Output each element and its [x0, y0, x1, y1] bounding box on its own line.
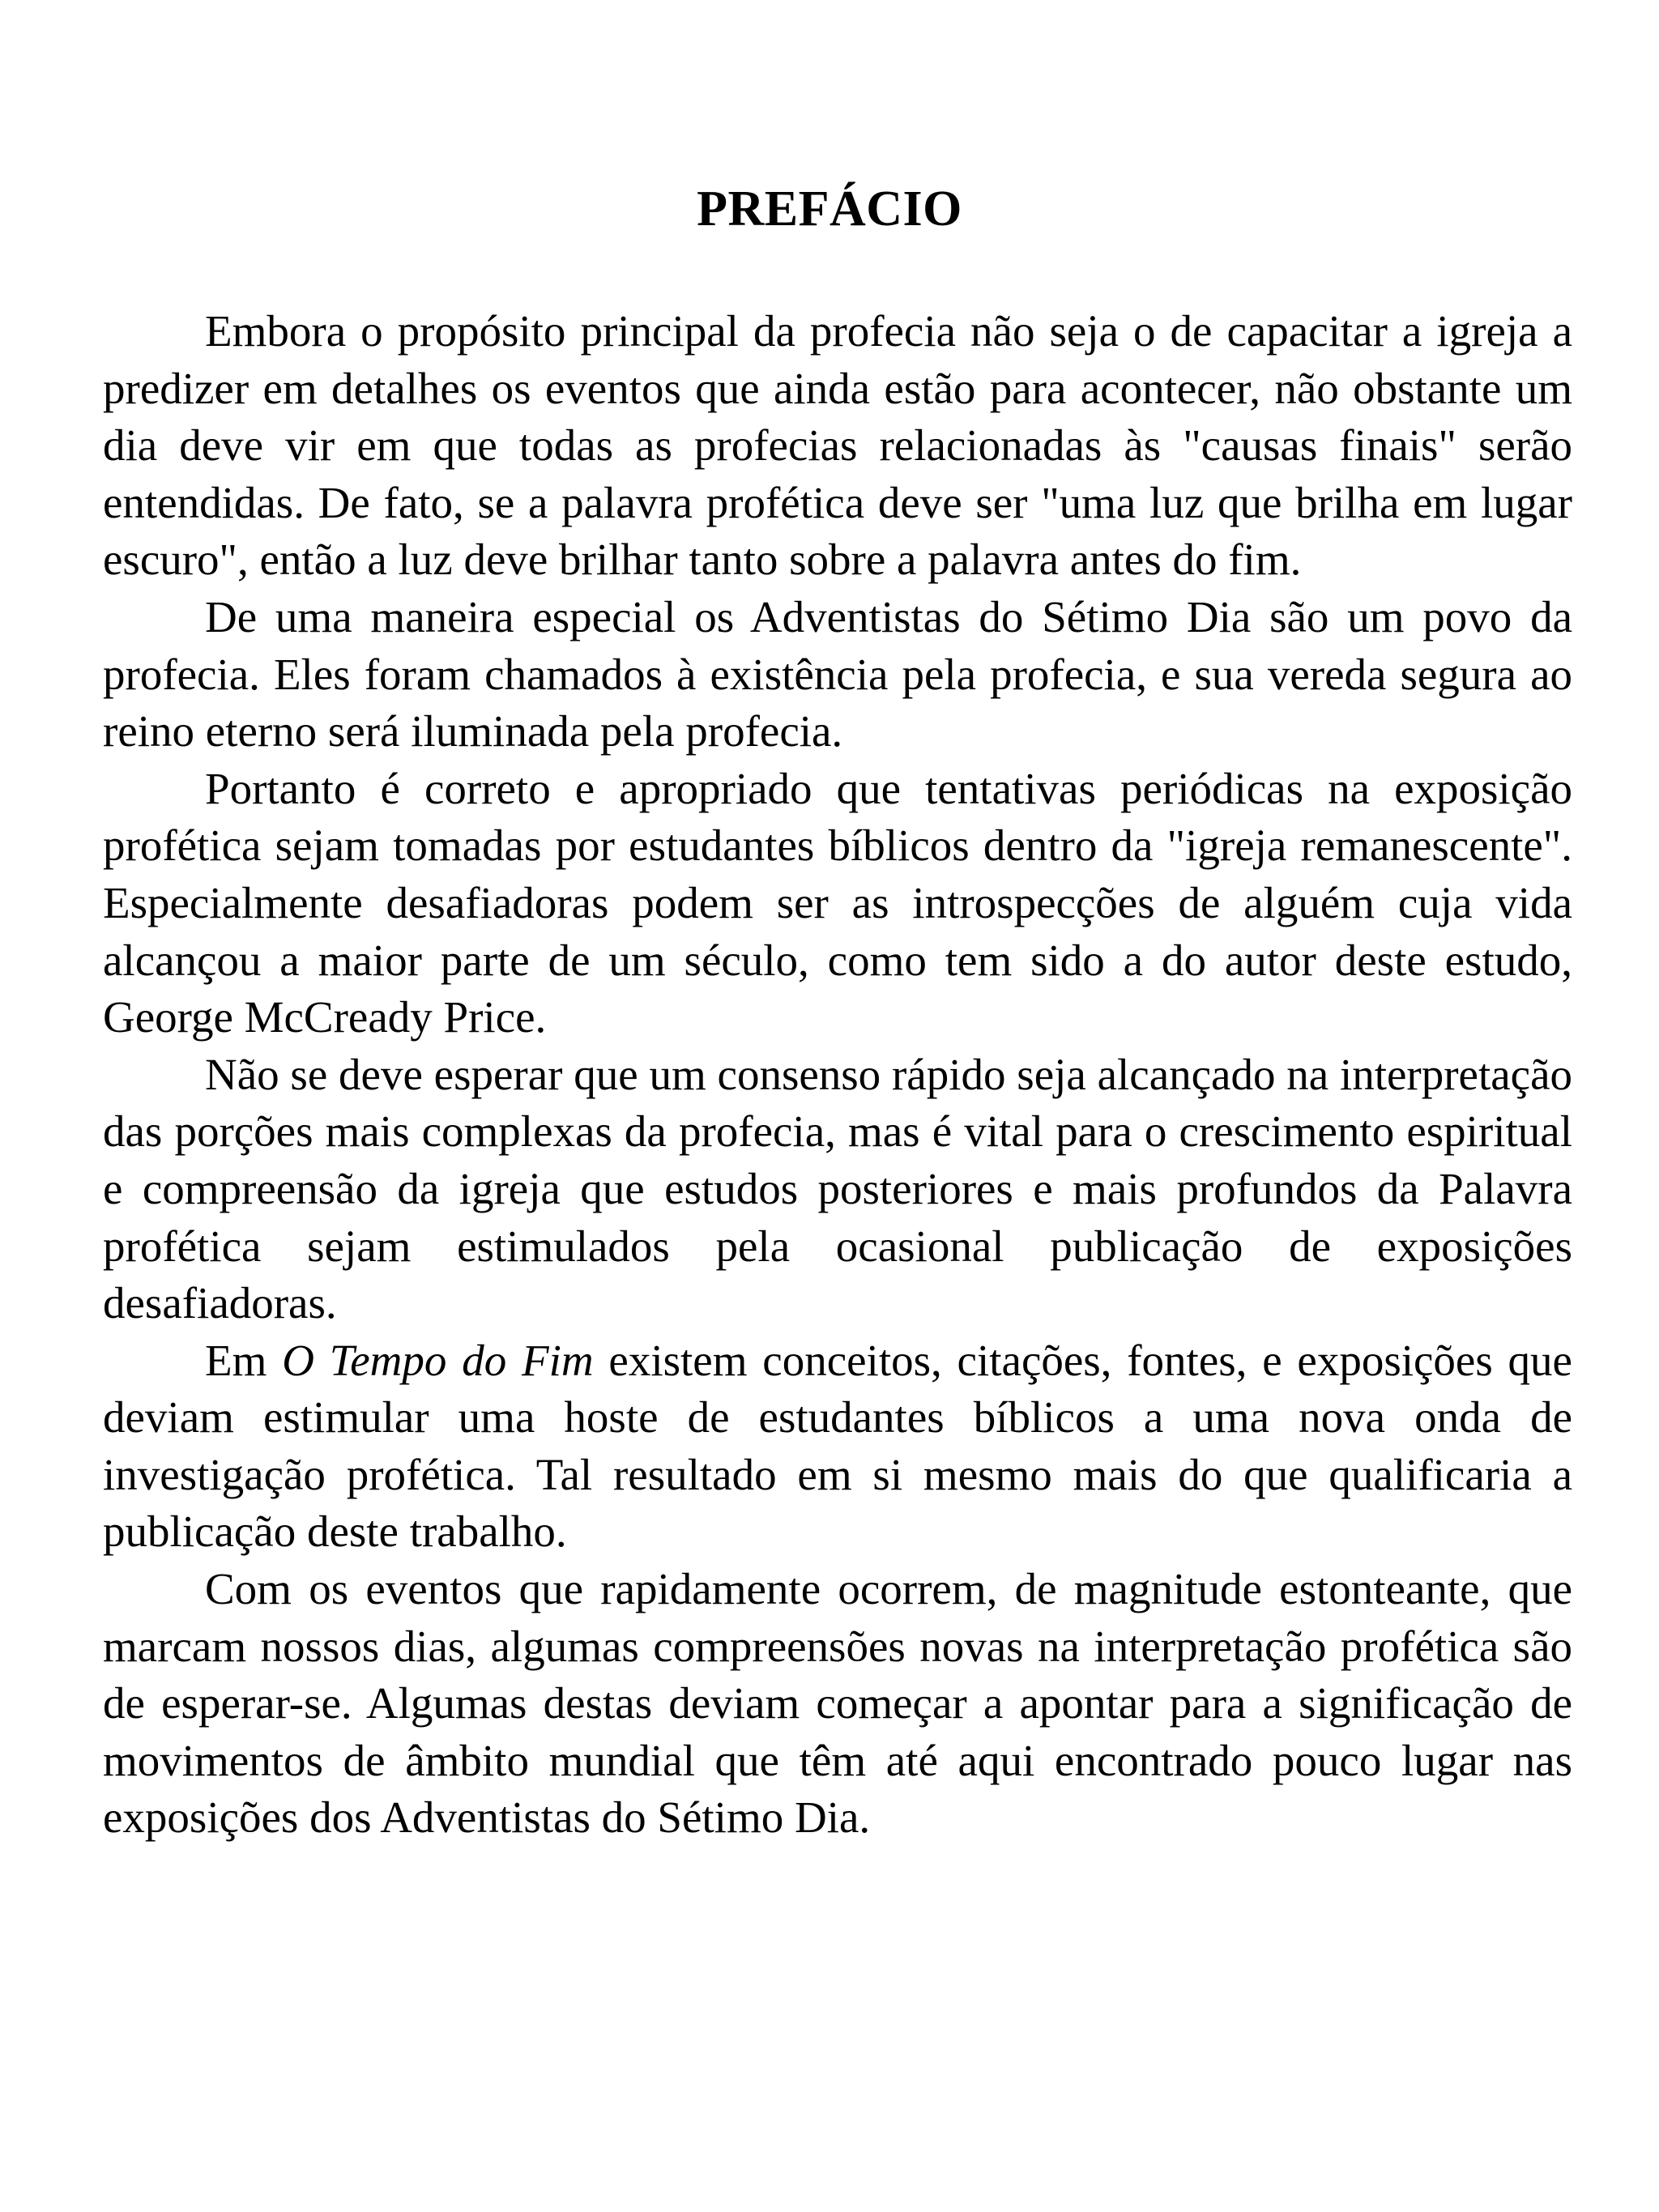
paragraph-4: Não se deve esperar que um consenso rápido seja alcançado na interpretação das porções mais complexas da profecia, mas é vital para o crescimento espiritual e compreensão da igreja que estudos posteriores e mais profundos da Palavra profética sejam estimulados pela ocasional publicação de exposições desafiadoras. — [103, 1049, 1572, 1328]
paragraph-3: Portanto é correto e apropriado que tentativas periódicas na exposição profética sejam tomadas por estudantes bíblicos dentro da "igreja remanescente". Especialmente desafiadoras podem ser as introspecções de alguém cuja vida alcançou a maior parte de um século, como tem sido a do autor deste estudo, George McCready Price. — [103, 763, 1572, 1042]
paragraph-5-lead: Em — [205, 1335, 283, 1385]
paragraph-6: Com os eventos que rapidamente ocorrem, de magnitude estonteante, que marcam nossos dias, algumas compreensões novas na interpretação profética são de esperar-se. Algumas destas deviam começar a apontar para a significação de movimentos de âmbito mundial que têm até aqui encontrado pouco lugar nas exposições dos Adventistas do Sétimo Dia. — [103, 1564, 1572, 1843]
paragraph-1: Embora o propósito principal da profecia não seja o de capacitar a igreja a predizer em detalhes os eventos que ainda estão para acontecer, não obstante um dia deve vir em que todas as profecias relacionadas às "causas finais" serão entendidas. De fato, se a palavra profética deve ser "uma luz que brilha em lugar escuro", então a luz deve brilhar tanto sobre a palavra antes do fim. — [103, 306, 1572, 585]
paragraph-2: De uma maneira especial os Adventistas do Sétimo Dia são um povo da profecia. Eles foram chamados à existência pela profecia, e sua vereda segura ao reino eterno será iluminada pela profecia. — [103, 591, 1572, 757]
preface-body — [103, 303, 1572, 1847]
page-title: PREFÁCIO — [697, 181, 962, 237]
book-title-italic: O Tempo do Fim — [282, 1335, 594, 1385]
paragraph-5 — [103, 1332, 1572, 1561]
paragraph-5-rest: existem conceitos, citações, fontes, e exposições que deviam estimular uma hoste de estudantes bíblicos a uma nova onda de investigação profética. Tal resultado em si mesmo mais do que qualificaria a publicação deste trabalho. — [103, 1335, 1572, 1557]
